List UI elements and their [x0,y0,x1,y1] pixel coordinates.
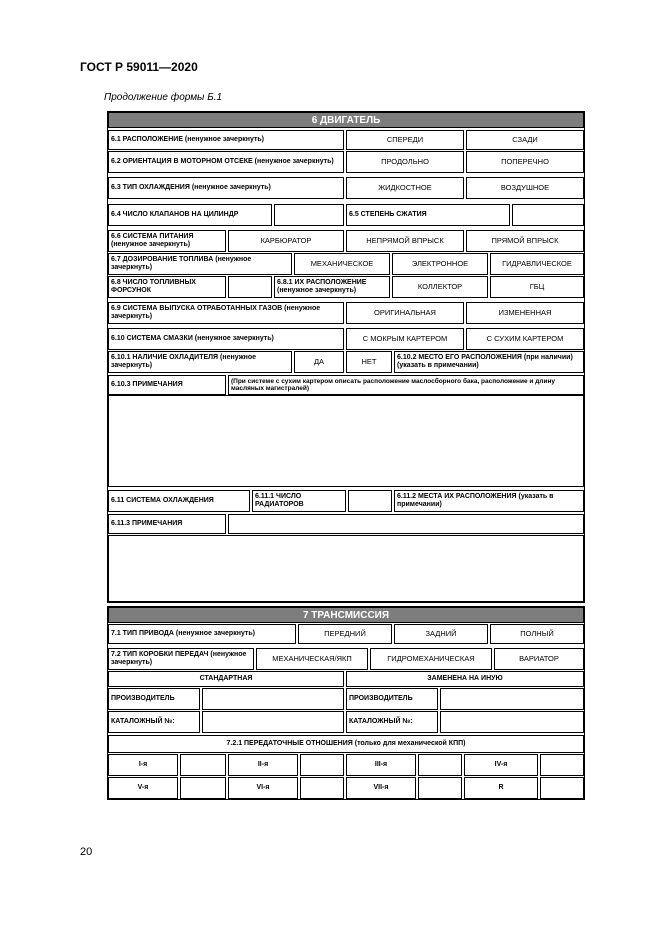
cooling-system-label: 6.11 СИСТЕМА ОХЛАЖДЕНИЯ [108,490,250,512]
engine-section-title: 6 ДВИГАТЕЛЬ [108,112,584,128]
gearbox-automatic[interactable]: ГИДРОМЕХАНИЧЕСКАЯ [370,648,492,670]
form-subtitle: Продолжение формы Б.1 [104,92,223,103]
gear-2-label: II-я [228,754,298,776]
cooling-type-liquid[interactable]: ЖИДКОСТНОЕ [346,177,464,199]
gear-3-field[interactable] [418,754,462,776]
replaced-catalog-field[interactable] [440,711,584,733]
gear-3-label: III-я [346,754,416,776]
exhaust-system-label: 6.9 СИСТЕМА ВЫПУСКА ОТРАБОТАННЫХ ГАЗОВ (ненужное зачеркнуть) [108,302,344,324]
fuel-system-label: 6.6 СИСТЕМА ПИТАНИЯ (ненужное зачеркнуть) [108,230,226,252]
lubrication-system-label: 6.10 СИСТЕМА СМАЗКИ (ненужное зачеркнуть) [108,328,344,350]
cooling-notes-field[interactable] [108,535,584,602]
fuel-system-carburetor[interactable]: КАРБЮРАТОР [228,230,344,252]
engine-orientation-label: 6.2 ОРИЕНТАЦИЯ В МОТОРНОМ ОТСЕКЕ (ненужное зачеркнуть) [108,151,344,173]
engine-notes-hint: (При системе с сухим картером описать расположение маслосборного бака, расположение и длину масляных магистралей) [228,375,584,395]
fuel-metering-mechanical[interactable]: МЕХАНИЧЕСКОЕ [294,253,390,275]
cooling-type-air[interactable]: ВОЗДУШНОЕ [466,177,584,199]
gear-7-field[interactable] [418,777,462,799]
exhaust-system-original[interactable]: ОРИГИНАЛЬНАЯ [346,302,464,324]
lubrication-dry-sump[interactable]: С СУХИМ КАРТЕРОМ [466,328,584,350]
valves-per-cylinder-label: 6.4 ЧИСЛО КЛАПАНОВ НА ЦИЛИНДР [108,204,272,226]
oil-cooler-no[interactable]: НЕТ [346,351,392,373]
compression-ratio-label: 6.5 СТЕПЕНЬ СЖАТИЯ [346,204,510,226]
radiators-location-label: 6.11.2 МЕСТА ИХ РАСПОЛОЖЕНИЯ (указать в примечании) [394,490,584,512]
page-number: 20 [80,846,93,858]
oil-cooler-yes[interactable]: ДА [294,351,344,373]
engine-location-rear[interactable]: СЗАДИ [466,130,584,150]
drive-type-front[interactable]: ПЕРЕДНИЙ [298,624,392,644]
replaced-manufacturer-field[interactable] [440,688,584,710]
fuel-metering-electronic[interactable]: ЭЛЕКТРОННОЕ [392,253,488,275]
drive-type-label: 7.1 ТИП ПРИВОДА (ненужное зачеркнуть) [108,624,296,644]
replaced-catalog-label: КАТАЛОЖНЫЙ №: [346,711,438,733]
cooling-notes-header-field[interactable] [228,514,584,534]
injectors-location-label: 6.8.1 ИХ РАСПОЛОЖЕНИЕ (ненужное зачеркнуть) [274,276,390,298]
gearbox-manual[interactable]: МЕХАНИЧЕСКАЯ/ЯКП [256,648,368,670]
oil-cooler-label: 6.10.1 НАЛИЧИЕ ОХЛАДИТЕЛЯ (ненужное зачеркнуть) [108,351,292,373]
gear-4-field[interactable] [540,754,584,776]
standard-manufacturer-field[interactable] [202,688,344,710]
injectors-location-manifold[interactable]: КОЛЛЕКТОР [392,276,488,298]
replaced-manufacturer-label: ПРОИЗВОДИТЕЛЬ [346,688,438,710]
gearbox-type-label: 7.2 ТИП КОРОБКИ ПЕРЕДАЧ (ненужное зачеркнуть) [108,648,254,670]
radiators-count-field[interactable] [348,490,392,512]
gearbox-standard-header: СТАНДАРТНАЯ [108,671,344,687]
engine-orientation-transverse[interactable]: ПОПЕРЕЧНО [466,151,584,173]
document-code: ГОСТ Р 59011—2020 [80,60,198,74]
radiators-count-label: 6.11.1 ЧИСЛО РАДИАТОРОВ [252,490,346,512]
gear-6-label: VI-я [228,777,298,799]
injectors-count-field[interactable] [228,276,272,298]
cooling-type-label: 6.3 ТИП ОХЛАЖДЕНИЯ (ненужное зачеркнуть) [108,177,344,199]
transmission-section-title: 7 ТРАНСМИССИЯ [108,607,584,623]
engine-notes-field[interactable] [108,395,584,487]
oil-cooler-location-label: 6.10.2 МЕСТО ЕГО РАСПОЛОЖЕНИЯ (при наличии) (указать в примечании) [394,351,584,373]
gearbox-cvt[interactable]: ВАРИАТОР [494,648,584,670]
valves-per-cylinder-field[interactable] [274,204,344,226]
cooling-notes-label: 6.11.3 ПРИМЕЧАНИЯ [108,514,226,534]
exhaust-system-modified[interactable]: ИЗМЕНЕННАЯ [466,302,584,324]
injectors-count-label: 6.8 ЧИСЛО ТОПЛИВНЫХ ФОРСУНОК [108,276,226,298]
gear-5-field[interactable] [180,777,226,799]
fuel-metering-hydraulic[interactable]: ГИДРАВЛИЧЕСКОЕ [490,253,584,275]
gear-7-label: VII-я [346,777,416,799]
gear-reverse-label: R [464,777,538,799]
gear-1-field[interactable] [180,754,226,776]
engine-orientation-longitudinal[interactable]: ПРОДОЛЬНО [346,151,464,173]
fuel-system-direct-injection[interactable]: ПРЯМОЙ ВПРЫСК [466,230,584,252]
drive-type-all-wheel[interactable]: ПОЛНЫЙ [490,624,584,644]
injectors-location-head[interactable]: ГБЦ [490,276,584,298]
engine-location-front[interactable]: СПЕРЕДИ [346,130,464,150]
compression-ratio-field[interactable] [512,204,584,226]
fuel-metering-label: 6.7 ДОЗИРОВАНИЕ ТОПЛИВА (ненужное зачеркнуть) [108,253,292,275]
gearbox-replaced-header: ЗАМЕНЕНА НА ИНУЮ [346,671,584,687]
standard-catalog-label: КАТАЛОЖНЫЙ №: [108,711,200,733]
gear-5-label: V-я [108,777,178,799]
fuel-system-indirect-injection[interactable]: НЕПРЯМОЙ ВПРЫСК [346,230,464,252]
gear-6-field[interactable] [300,777,344,799]
gear-ratios-title: 7.2.1 ПЕРЕДАТОЧНЫЕ ОТНОШЕНИЯ (только для механической КПП) [108,735,584,753]
drive-type-rear[interactable]: ЗАДНИЙ [394,624,488,644]
gear-4-label: IV-я [464,754,538,776]
engine-location-label: 6.1 РАСПОЛОЖЕНИЕ (ненужное зачеркнуть) [108,130,344,150]
gear-2-field[interactable] [300,754,344,776]
standard-catalog-field[interactable] [202,711,344,733]
engine-notes-label: 6.10.3 ПРИМЕЧАНИЯ [108,375,226,395]
standard-manufacturer-label: ПРОИЗВОДИТЕЛЬ [108,688,200,710]
lubrication-wet-sump[interactable]: С МОКРЫМ КАРТЕРОМ [346,328,464,350]
gear-1-label: I-я [108,754,178,776]
gear-reverse-field[interactable] [540,777,584,799]
